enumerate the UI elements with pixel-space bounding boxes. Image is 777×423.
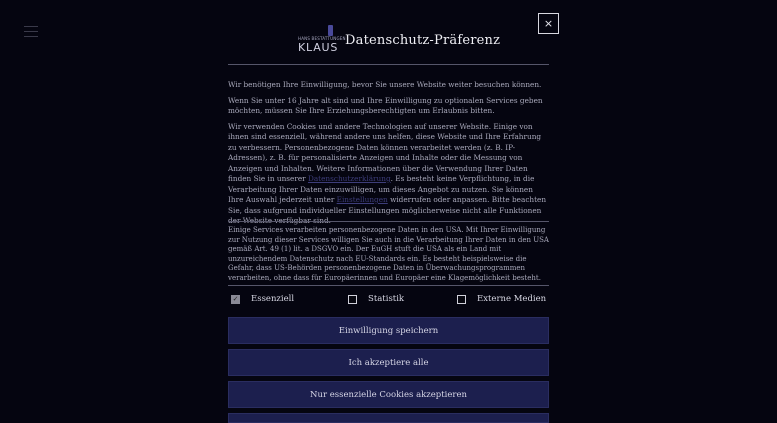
- checks-divider: [228, 285, 549, 286]
- logo-small-text: HANS BESTATTUNGEN: [298, 36, 346, 41]
- checkbox-essenziell[interactable]: ✓: [232, 295, 239, 303]
- checkbox-statistik[interactable]: [348, 295, 357, 304]
- logo-big-text: KLAUS: [298, 41, 339, 54]
- more-options-button[interactable]: [228, 413, 549, 423]
- close-icon: ×: [543, 17, 554, 30]
- brand-logo: [298, 25, 346, 55]
- category-essenziell[interactable]: [231, 294, 294, 304]
- save-consent-button[interactable]: Einwilligung speichern: [228, 317, 549, 344]
- logo-mark-icon: [328, 25, 333, 36]
- close-button[interactable]: [538, 13, 559, 34]
- usa-notice: Einige Services verarbeiten personenbezogene Daten in den USA. Mit Ihrer Einwilligung zur Nutzung dieser Services willigen Sie auch in die Verarbeitung Ihrer Daten in den USA gemäß Art. 49 (1) lit. a DSGVO ein. Der EuGH stuft die USA als ein Land mit unzureichendem Datenschutz nach EU-Standards ein. Es besteht beispielsweise die Gefahr, dass US-Behörden personenbezogene Daten in Überwachungsprogrammen verarbeiten, ohne dass für Europäerinnen und Europäer eine Klagemöglichkeit besteht.: [228, 226, 549, 282]
- intro-text: [228, 80, 549, 227]
- dialog-header: [298, 24, 500, 56]
- category-label: Statistik: [368, 294, 405, 304]
- intro-paragraph-3: Wir verwenden Cookies und andere Technologien auf unserer Website. Einige von ihnen sind essenziell, während andere uns helfen, diese Website und Ihre Erfahrung zu verbessern. Personenbezogene Daten können verarbeitet werden (z. B. IP-Adressen), z. B. für personalisierte Anzeigen und Inhalte oder die Messung von Anzeigen und Inhalten. Weitere Informationen über die Verwendung Ihrer Daten finden Sie in unserer Datenschutzerklärung. Es besteht keine Verpflichtung, in die Verarbeitung Ihrer Daten einzuwilligen, um dieses Angebot zu nutzen. Sie können Ihre Auswahl jederzeit unter Einstellungen widerrufen oder anpassen. Bitte beachten Sie, dass aufgrund individueller Einstellungen möglicherweise nicht alle Funktionen: [228, 121, 547, 215]
- consent-categories: [228, 292, 549, 308]
- settings-link[interactable]: Einstellungen: [336, 195, 388, 204]
- privacy-policy-link[interactable]: Datenschutzerklärung: [307, 174, 391, 183]
- section-divider: [228, 221, 549, 222]
- intro-paragraph-1: Wir benötigen Ihre Einwilligung, bevor Sie unsere Website weiter besuchen können.: [228, 80, 542, 89]
- category-label: Essenziell: [251, 294, 295, 304]
- checkbox-externe-medien[interactable]: [457, 295, 466, 304]
- accept-essential-button[interactable]: Nur essenzielle Cookies akzeptieren: [228, 381, 549, 408]
- category-label: Externe Medien: [477, 294, 547, 304]
- accept-all-button[interactable]: Ich akzeptiere alle: [228, 349, 549, 376]
- menu-icon[interactable]: [24, 26, 38, 41]
- header-divider: [228, 64, 549, 65]
- dialog-title: Datenschutz-Präferenz: [345, 32, 501, 48]
- category-externe-medien[interactable]: [457, 294, 546, 304]
- category-statistik[interactable]: [348, 294, 404, 304]
- intro-paragraph-2: Wenn Sie unter 16 Jahre alt sind und Ihre Einwilligung zu optionalen Services geben möchten, müssen Sie Ihre Erziehungsberechtigten um Erlaubnis bitten.: [228, 95, 543, 115]
